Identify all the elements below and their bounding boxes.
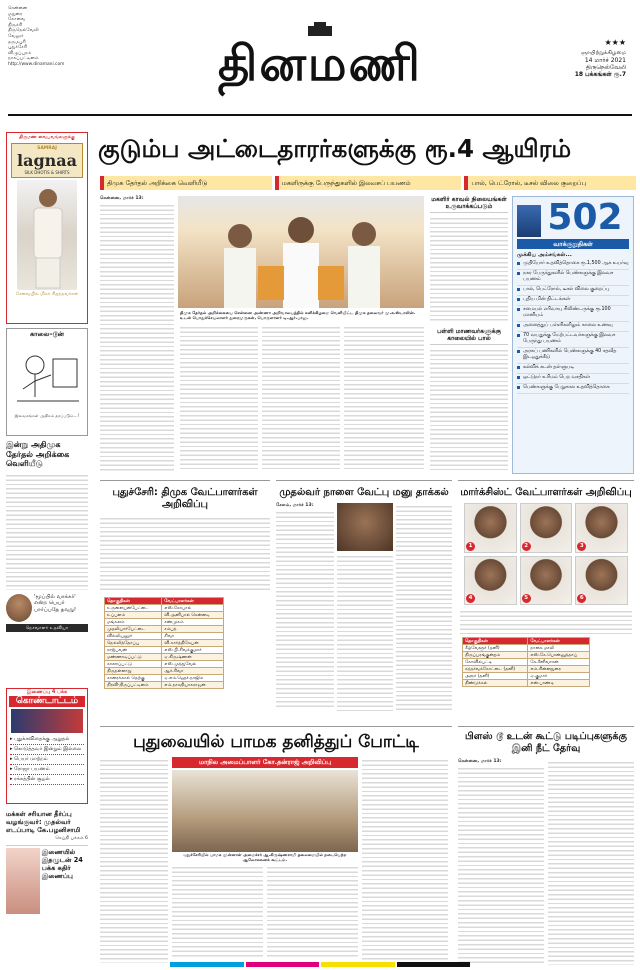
- reg-swatch-cyan: [170, 962, 244, 967]
- promo-text: இணையில் இதழுடன் 24 பக்க கதிர் இணைப்பு: [42, 847, 83, 880]
- table-cell: எஸ்.பி.சிவக்குமார்: [162, 647, 224, 654]
- puducherry-story: [100, 480, 270, 722]
- candidate-number-badge: 3: [577, 542, 586, 551]
- candidate-number-badge: 6: [577, 594, 586, 603]
- highlight-item: அரசுப் பணிகளில் பெண்களுக்கு 40 சதவீத இடஒதுக்கீடு: [517, 348, 629, 364]
- issue-day: ஞாயிற்றுக்கிழமை: [581, 50, 626, 56]
- table-cell: நிரவி-திருப்பட்டினம்: [105, 682, 162, 689]
- main-story-text-left: [100, 196, 174, 476]
- candidate-photo: [575, 503, 628, 553]
- banner-headline: குடும்ப அட்டைதாரர்களுக்கு ரூ.4 ஆயிரம்: [98, 134, 572, 163]
- ad-brand-tag: SAMRAJ: [37, 145, 57, 151]
- candidate-photo: [575, 556, 628, 606]
- bullet-icon: [517, 272, 520, 275]
- bottom-story: [100, 726, 452, 966]
- cartoon-drawing-icon: [7, 339, 87, 409]
- highlight-item: சமையல் எரிவாயு சிலிண்டருக்கு ரூ.100 மானியம்: [517, 306, 629, 322]
- left-quote-box: [6, 594, 88, 622]
- table-row: [105, 605, 224, 612]
- table-cell: கந்தர்வக்கோட்டை (தனி): [463, 666, 528, 673]
- table-cell: வி.கார்த்திகேயன்: [162, 640, 224, 647]
- table-header-cell: வேட்பாளர்கள்: [528, 638, 590, 645]
- left-bottom-story: [6, 810, 88, 914]
- pages-price: 18 பக்கங்கள் ரூ.7: [574, 71, 626, 78]
- supplement-title: கொண்டாட்டம்: [9, 696, 85, 707]
- table-header-row: [463, 638, 590, 645]
- cartoon-title: காலை–டூன்: [29, 330, 65, 338]
- table-cell: காரைக்கால் தெற்கு: [105, 675, 162, 682]
- candidate-number-badge: 5: [522, 594, 531, 603]
- leaders-photo-icon: [178, 196, 424, 308]
- masthead-rule: [8, 114, 632, 116]
- bullet-icon: [517, 334, 520, 337]
- bullet-icon: [517, 324, 520, 327]
- table-header-cell: தொகுதிகள்: [105, 598, 162, 605]
- table-row: [105, 626, 224, 633]
- registration-bar: [170, 962, 470, 967]
- bullet-icon: [517, 308, 520, 311]
- bottom-subhead: மாநில அமைப்பாளர் கோ.தன்ராஜ் அறிவிப்பு: [172, 757, 358, 768]
- ad-caption: சேவையில் மிகச் சிறந்தவர்கள்: [15, 291, 79, 297]
- table-row: [463, 673, 590, 680]
- supplement-tag: இணைப்பு 4 பக்க: [26, 689, 68, 695]
- main-story-dateline: சென்னை, மார்ச் 13:: [100, 196, 144, 201]
- table-row: [463, 645, 590, 652]
- left-bottom-page-ref: செய்தி பக்கம் 6: [55, 836, 88, 841]
- plus-two-dateline: சென்னை, மார்ச் 13:: [458, 759, 502, 764]
- puducherry-headline: புதுச்சேரி: திமுக வேட்பாளர்கள் அறிவிப்பு: [112, 487, 258, 510]
- model-figure-icon: [17, 180, 79, 290]
- cm-dateline: சேலம், மார்ச் 13:: [276, 503, 314, 508]
- reg-swatch-magenta: [246, 962, 320, 967]
- cpm-headline: மார்க்சிஸ்ட் வேட்பாளர்கள் அறிவிப்பு: [460, 487, 632, 498]
- edition-cities-list: [8, 6, 80, 62]
- cartoon-caption: இலவசங்கள் அதிகம் தரப்படும்...!: [14, 413, 80, 418]
- plus-two-headline: பிளஸ் டூ உடன் கூட்டு படிப்புகளுக்கு இனி நீட் தேர்வு: [465, 731, 627, 754]
- bottom-body-2: [172, 864, 263, 958]
- promo-photo: [6, 848, 40, 914]
- banner-bullet-3: பால், பெட்ரோல், டீசல் விலை குறைப்பு: [464, 176, 636, 190]
- table-cell: திருப்பரங்குன்றம்: [463, 652, 528, 659]
- promises-count-box: [513, 197, 633, 239]
- candidate-photo: [464, 556, 517, 606]
- edition-city: திருச்சி: [8, 22, 23, 28]
- left-story-headline: இன்று அதிமுக தேர்தல் அறிக்கை வெளியீடு: [6, 440, 70, 468]
- edition-city: கோவை: [8, 17, 26, 23]
- supplement-photo: [11, 709, 83, 733]
- table-cell: சம்பத்: [162, 626, 224, 633]
- table-cell: கீழ்வேளூர் (தனி): [463, 645, 528, 652]
- bullet-icon: [517, 262, 520, 265]
- table-cell: உருளையன்பேட்டை: [105, 605, 162, 612]
- main-story-body-2: [180, 324, 258, 472]
- highlight-item: புதிய மின் திட்டங்கள்: [517, 296, 629, 306]
- quote-person-photo: [6, 594, 32, 622]
- quote-by-badge: நெசவாளர் உதவியா: [6, 624, 88, 632]
- bullet-icon: [517, 376, 520, 379]
- right-box-2-title: பள்ளி மாணவர்களுக்கு காலையில் பால்: [430, 328, 508, 345]
- candidate-photo: [520, 503, 573, 553]
- ad-brand-box: [11, 143, 83, 178]
- cpm-story: [458, 480, 634, 722]
- edition-city: நாகப்பட்டினம்: [8, 56, 39, 62]
- main-story-body-1: [100, 202, 174, 472]
- website-url[interactable]: http://www.dinamani.com: [8, 61, 65, 67]
- table-row: [105, 661, 224, 668]
- table-cell: சிவா: [162, 633, 224, 640]
- bottom-body-1: [100, 757, 168, 963]
- table-cell: திருநள்ளாறு: [105, 668, 162, 675]
- bullet-icon: [517, 350, 520, 353]
- supplement-item[interactable]: ▸ கொடுத்தவர் இன்றும் இல்லை: [10, 745, 84, 755]
- table-cell: கே.சீனிவாசன்: [528, 659, 590, 666]
- puducherry-body: [100, 515, 270, 593]
- supplement-item[interactable]: ▸ ரக்கத்தின் சூழல்: [10, 775, 84, 785]
- main-story-body-4: [344, 324, 424, 472]
- bullet-icon: [517, 366, 520, 369]
- plus-two-body-1: [458, 765, 544, 965]
- candidate-number-badge: 1: [466, 542, 475, 551]
- promises-label: வாக்குறுதிகள்: [517, 239, 629, 249]
- table-cell: எம்.சின்னதுரை: [528, 666, 590, 673]
- highlight-item: 70 வயதுக்கு மேற்பட்டவர்களுக்கு இலவச பேருந்து பயணம்: [517, 332, 629, 348]
- cpm-body: [460, 608, 632, 634]
- highlight-item: பால், பெட்ரோல், டீசல் விலை குறைப்பு: [517, 286, 629, 296]
- ad-brand-name: lagnaa: [17, 150, 77, 170]
- left-story-body: [6, 472, 88, 590]
- highlight-item: கல்விக் கடன் தள்ளுபடி: [517, 364, 629, 374]
- table-cell: மண்ணாடிப்பட்டு: [105, 654, 162, 661]
- plus-two-body-2: [548, 759, 634, 965]
- table-cell: நாகை மாலி: [528, 645, 590, 652]
- masthead-title: தினமணி: [218, 36, 422, 92]
- table-row: [105, 633, 224, 640]
- bottom-body-2-wrap: [172, 864, 358, 958]
- bottom-body-4: [362, 757, 448, 963]
- table-cell: காலாப்பட்டு: [105, 661, 162, 668]
- table-row: [105, 675, 224, 682]
- cpm-table: [462, 637, 590, 687]
- ad-top-line: திருமண வைபவங்களுக்கு: [19, 135, 75, 140]
- cm-story: [276, 480, 452, 722]
- lagnaa-ad[interactable]: [6, 132, 88, 324]
- left-quote: 'மூப்பில் வாக்கர்' என்ற பெயர் பார்ப்பதே தவறு!: [34, 593, 77, 613]
- table-row: [105, 668, 224, 675]
- supplement-item[interactable]: ▸ பெயர் மாற்றம்: [10, 755, 84, 765]
- edition-city: விழுப்புரம்: [8, 50, 32, 56]
- bottom-photo-wrap: [172, 757, 358, 963]
- table-cell: என்.பாண்டி: [528, 680, 590, 687]
- candidate-photo: [520, 556, 573, 606]
- supplement-promo[interactable]: [6, 688, 88, 804]
- table-cell: உப்பளம்: [105, 612, 162, 619]
- rating-stars: ★★★: [604, 38, 626, 47]
- table-cell: வில்லியனூர்: [105, 633, 162, 640]
- table-header-cell: தொகுதிகள்: [463, 638, 528, 645]
- bullet-icon: [517, 298, 520, 301]
- table-row: [105, 612, 224, 619]
- promises-number: 502: [547, 197, 623, 238]
- right-box-2: [430, 328, 508, 472]
- cm-body-3: [396, 503, 452, 713]
- promises-thumb: [517, 205, 541, 237]
- bullet-icon: [517, 288, 520, 291]
- highlight-item: அனைத்துப் பள்ளிகளிலும் காலை உணவு: [517, 322, 629, 332]
- highlight-item: முதியோர் உதவித்தொகை ரூ.1,500 ஆக உயர்வு: [517, 260, 629, 270]
- candidate-number-badge: 4: [466, 594, 475, 603]
- ad-model-photo: [17, 180, 77, 290]
- plus-two-body-wrap: [458, 759, 634, 965]
- table-row: [105, 647, 224, 654]
- table-cell: எஸ்.முத்துவேல்: [162, 661, 224, 668]
- table-cell: சண்முகம்: [162, 619, 224, 626]
- banner-bullet-1: திமுக தேர்தல் அறிக்கை வெளியீடு: [100, 176, 272, 190]
- table-cell: எம்.நாகதியாகராஜன்: [162, 682, 224, 689]
- bullet-icon: [517, 386, 520, 389]
- supplement-item[interactable]: ▸ புதுக்கவிதைக்கு ஆறுதல்: [10, 735, 84, 745]
- right-box-1-body: [430, 215, 508, 323]
- right-box-1: [430, 196, 508, 324]
- plus-two-story: [458, 726, 634, 966]
- highlights-title: முக்கிய அம்சங்கள்...: [517, 252, 572, 258]
- bottom-photo-caption: புதுச்சேரியில் பாமக முன்னாள் அமைச்சர் ஆ.கிருஷ்ணசாமி தலைமையில் நடைபெற்ற ஆலோசனைக் கூட்டம்.: [183, 852, 347, 862]
- highlight-item: நகர பேருந்துகளில் பெண்களுக்கு இலவச பயணம்: [517, 270, 629, 286]
- highlights-list: [513, 260, 633, 394]
- supplement-items: [7, 735, 87, 785]
- bottom-body-3: [267, 864, 358, 958]
- table-cell: அரூர் (தனி): [463, 673, 528, 680]
- plus-two-col-1: [458, 759, 544, 965]
- table-cell: நெல்லித்தோப்பு: [105, 640, 162, 647]
- table-cell: ஏ.எம்.ஹெச்.நாஜிம்: [162, 675, 224, 682]
- banner-bullets: [100, 176, 636, 190]
- cpm-photo-grid: [464, 503, 628, 605]
- supplement-item[interactable]: ▸ ரோஜா பயணம்: [10, 765, 84, 775]
- cm-photo: [337, 503, 393, 551]
- cm-headline: முதல்வர் நாளை வேட்பு மனு தாக்கல்: [279, 487, 449, 498]
- banner-bullet-2: மகளிருக்கு பேருந்துகளில் இலவசப் பயணம்: [275, 176, 462, 190]
- cm-body-col-1: [276, 503, 334, 713]
- main-story-photo: [178, 196, 424, 308]
- table-row: [463, 680, 590, 687]
- table-header-row: [105, 598, 224, 605]
- table-row: [105, 654, 224, 661]
- candidate-photo: [464, 503, 517, 553]
- table-cell: எஸ்.கோபால்: [162, 605, 224, 612]
- edition-city: சென்னை: [8, 6, 28, 11]
- reg-swatch-black: [397, 962, 471, 967]
- right-box-1-title: மகளிர் காவல் நிலையங்கள் உருவாக்கப்படும்: [430, 196, 508, 213]
- edition-city: மதுரை: [8, 11, 23, 17]
- masthead-meta: [526, 38, 626, 78]
- left-bottom-promo: [6, 845, 88, 914]
- table-cell: கோவில்பட்டி: [463, 659, 528, 666]
- table-cell: வி.அனிபால் கென்னடி: [162, 612, 224, 619]
- bottom-headline: புதுவையில் பாமக தனித்துப் போட்டி: [133, 732, 419, 752]
- left-story: [6, 440, 88, 632]
- issue-date: 14 மார்ச் 2021: [584, 57, 626, 64]
- left-bottom-headline: மக்கள் சரியான தீர்ப்பு வழங்குவர்: முதல்வர் எடப்பாடி கே.பழனிசாமி: [6, 810, 81, 834]
- table-header-cell: வேட்பாளர்கள்: [162, 598, 224, 605]
- table-row: [463, 666, 590, 673]
- table-row: [105, 619, 224, 626]
- edition-city: தருமபுரி: [8, 39, 26, 45]
- table-cell: மங்கலம்: [105, 619, 162, 626]
- highlight-item: ஒட்டுநர் உரிமம் பெற வசதிகள்: [517, 374, 629, 384]
- edition-city: வேலூர்: [8, 33, 24, 39]
- table-cell: திண்டுக்கல்: [463, 680, 528, 687]
- edition-city: புதுச்சேரி: [8, 45, 28, 51]
- table-row: [105, 682, 224, 689]
- highlight-item: பெண்களுக்கு பேறுகால உதவித்தொகை: [517, 384, 629, 394]
- table-cell: ஆர்.சிவா: [162, 668, 224, 675]
- table-row: [463, 652, 590, 659]
- table-row: [463, 659, 590, 666]
- reg-swatch-yellow: [321, 962, 395, 967]
- masthead-cities: [8, 6, 80, 68]
- bottom-photo: [172, 770, 358, 852]
- cm-body-wrap: [276, 503, 452, 713]
- main-story-photo-caption: திமுக தேர்தல் அறிக்கையை சென்னை அண்ணா அறிவாலயத்தில் சனிக்கிழமை வெளியிட்ட திமுக தலைவர் மு.க.ஸ்டாலின். உடன் பொதுச்செயலாளர் துரைமுருகன், பொருளாளர் டி.ஆர்.பாலு.: [180, 310, 416, 320]
- cm-body-2: [337, 553, 393, 711]
- ad-tagline: SILK DHOTIS & SHIRTS: [24, 169, 70, 175]
- table-row: [105, 640, 224, 647]
- edition-city: திருநெல்வேலி: [8, 28, 39, 34]
- right-box-2-body: [430, 347, 508, 471]
- table-cell: ஏ.குமார்: [528, 673, 590, 680]
- cartoon-box: [6, 328, 88, 436]
- table-cell: முதலியார்பேட்டை: [105, 626, 162, 633]
- table-cell: ராஜ்பவன்: [105, 647, 162, 654]
- table-cell: ஏ.கிருஷ்ணன்: [162, 654, 224, 661]
- main-story-body-3: [262, 324, 340, 472]
- bottom-body-wrap: [100, 757, 452, 963]
- cm-body-1: [276, 509, 334, 709]
- edition-name: திருநெல்வேலி: [585, 64, 626, 71]
- puducherry-table: [104, 597, 224, 689]
- cm-body-col-2: [337, 503, 393, 713]
- promises-box: [512, 196, 634, 474]
- candidate-number-badge: 2: [522, 542, 531, 551]
- table-cell: எஸ்.கே.பொன்னுத்தாய்: [528, 652, 590, 659]
